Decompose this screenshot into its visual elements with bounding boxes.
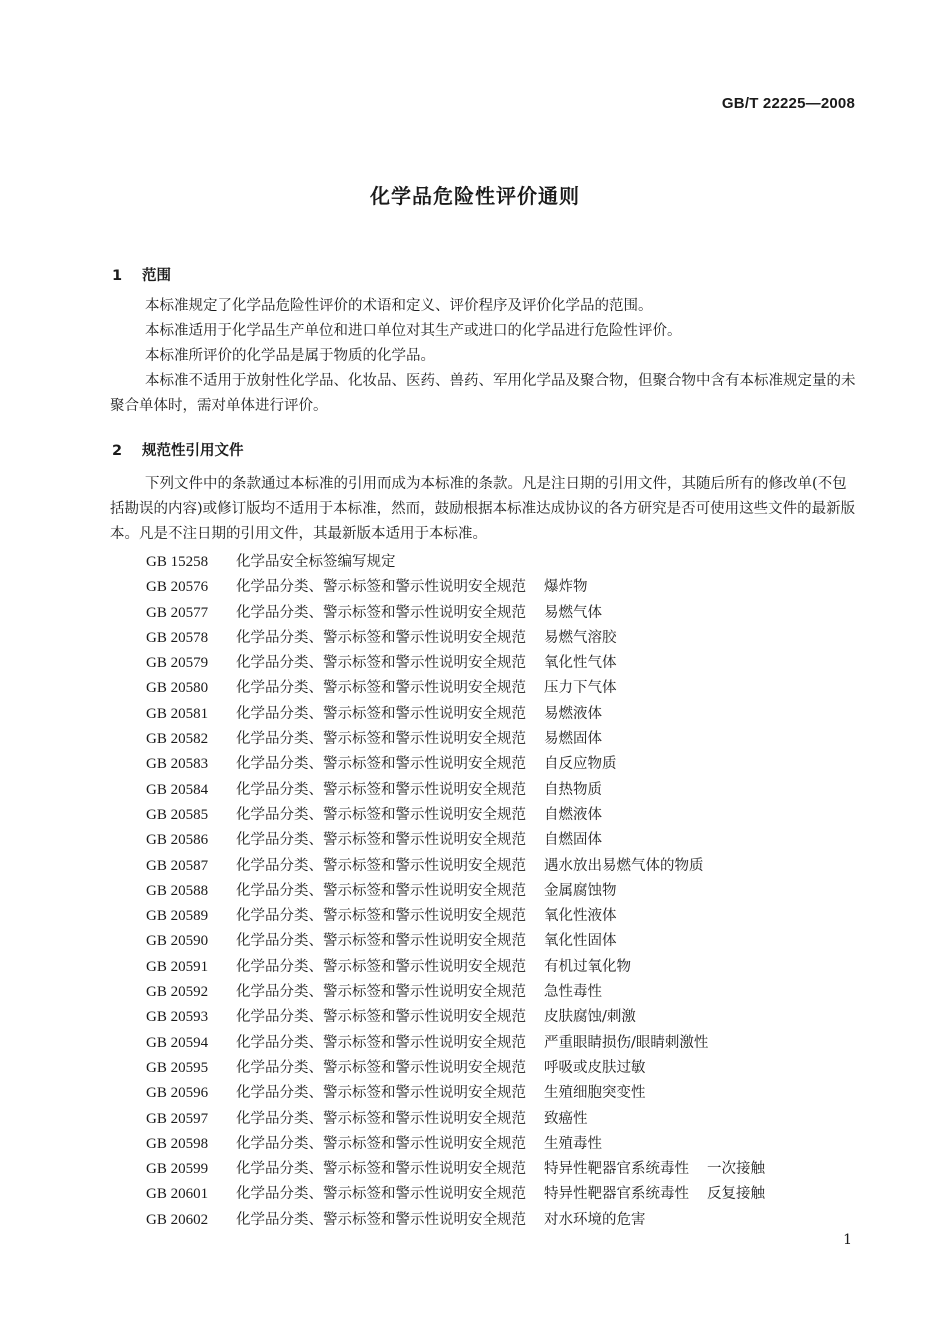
reference-part: 生殖毒性 [544, 1135, 602, 1152]
reference-title: 化学品分类、警示标签和警示性说明安全规范 [236, 806, 526, 823]
reference-item [146, 1132, 866, 1157]
reference-part: 特异性靶器官系统毒性 [544, 1161, 689, 1178]
reference-part: 皮肤腐蚀/刺激 [544, 1009, 636, 1026]
reference-title: 化学品分类、警示标签和警示性说明安全规范 [236, 705, 526, 722]
reference-title: 化学品分类、警示标签和警示性说明安全规范 [236, 984, 526, 1001]
reference-part: 自燃固体 [544, 832, 602, 849]
reference-item [146, 727, 866, 752]
reference-code: GB 20599 [146, 1161, 209, 1178]
reference-part: 致癌性 [544, 1110, 588, 1127]
reference-part: 呼吸或皮肤过敏 [544, 1059, 646, 1076]
reference-code: GB 20581 [146, 705, 209, 722]
reference-part: 氧化性液体 [544, 908, 617, 925]
reference-title: 化学品分类、警示标签和警示性说明安全规范 [236, 832, 526, 849]
normative-references-list [146, 550, 866, 1233]
reference-item [146, 803, 866, 828]
reference-code: GB 15258 [146, 554, 209, 570]
reference-code: GB 20593 [146, 1009, 209, 1026]
reference-title: 化学品分类、警示标签和警示性说明安全规范 [236, 1211, 526, 1228]
reference-item [146, 1056, 866, 1081]
reference-item [146, 1107, 866, 1132]
reference-title: 化学品分类、警示标签和警示性说明安全规范 [236, 655, 526, 672]
reference-title: 化学品分类、警示标签和警示性说明安全规范 [236, 857, 526, 874]
reference-title: 化学品分类、警示标签和警示性说明安全规范 [236, 731, 526, 748]
reference-part: 遇水放出易燃气体的物质 [544, 857, 704, 874]
reference-code: GB 20579 [146, 655, 209, 672]
reference-title: 化学品分类、警示标签和警示性说明安全规范 [236, 1135, 526, 1152]
reference-part: 易燃液体 [544, 705, 602, 722]
section-number: 2 [112, 443, 123, 459]
reference-item [146, 626, 866, 651]
reference-code: GB 20585 [146, 806, 209, 823]
reference-item [146, 1081, 866, 1106]
reference-item [146, 550, 866, 575]
reference-title: 化学品分类、警示标签和警示性说明安全规范 [236, 1161, 526, 1178]
reference-subpart: 反复接触 [707, 1186, 765, 1203]
page-number: 1 [843, 1232, 852, 1248]
reference-code: GB 20602 [146, 1211, 209, 1228]
reference-part: 氧化性固体 [544, 933, 617, 950]
reference-item [146, 1005, 866, 1030]
scope-paragraph: 本标准不适用于放射性化学品、化妆品、医药、兽药、军用化学品及聚合物，但聚合物中含有本标准规定量的未聚合单体时，需对单体进行评价。 [110, 373, 856, 414]
reference-title: 化学品分类、警示标签和警示性说明安全规范 [236, 781, 526, 798]
reference-part: 压力下气体 [544, 680, 617, 697]
reference-item [146, 904, 866, 929]
reference-code: GB 20580 [146, 680, 209, 697]
reference-part: 自反应物质 [544, 756, 617, 773]
scope-paragraph: 本标准适用于化学品生产单位和进口单位对其生产或进口的化学品进行危险性评价。 [145, 323, 682, 339]
reference-title: 化学品安全标签编写规定 [236, 554, 396, 570]
document-title: 化学品危险性评价通则 [370, 184, 580, 208]
reference-title: 化学品分类、警示标签和警示性说明安全规范 [236, 882, 526, 899]
reference-title: 化学品分类、警示标签和警示性说明安全规范 [236, 1186, 526, 1203]
reference-code: GB 20586 [146, 832, 209, 849]
reference-item [146, 1157, 866, 1182]
reference-item [146, 575, 866, 600]
reference-code: GB 20577 [146, 604, 209, 621]
reference-title: 化学品分类、警示标签和警示性说明安全规范 [236, 680, 526, 697]
reference-title: 化学品分类、警示标签和警示性说明安全规范 [236, 756, 526, 773]
reference-part: 有机过氧化物 [544, 958, 631, 975]
reference-item [146, 651, 866, 676]
reference-item [146, 1182, 866, 1207]
reference-code: GB 20592 [146, 984, 209, 1001]
reference-code: GB 20588 [146, 882, 209, 899]
reference-part: 易燃气体 [544, 604, 602, 621]
reference-part: 对水环境的危害 [544, 1211, 646, 1228]
references-intro-paragraph: 下列文件中的条款通过本标准的引用而成为本标准的条款。凡是注日期的引用文件，其随后所有的修改单(不包括勘误的内容)或修订版均不适用于本标准，然而，鼓励根据本标准达成协议的各方研究是否可使用这些文件的最新版本。凡是不注日期的引用文件，其最新版本适用于本标准。 [110, 476, 856, 542]
reference-code: GB 20594 [146, 1034, 209, 1051]
reference-item [146, 752, 866, 777]
reference-code: GB 20582 [146, 731, 209, 748]
reference-title: 化学品分类、警示标签和警示性说明安全规范 [236, 958, 526, 975]
reference-part: 易燃固体 [544, 731, 602, 748]
reference-item [146, 778, 866, 803]
reference-code: GB 20583 [146, 756, 209, 773]
reference-code: GB 20601 [146, 1186, 209, 1203]
reference-item [146, 601, 866, 626]
reference-title: 化学品分类、警示标签和警示性说明安全规范 [236, 604, 526, 621]
reference-code: GB 20584 [146, 781, 209, 798]
reference-item [146, 1208, 866, 1233]
section-heading-text: 规范性引用文件 [142, 443, 244, 459]
section-number: 1 [112, 268, 123, 284]
reference-code: GB 20598 [146, 1135, 209, 1152]
reference-title: 化学品分类、警示标签和警示性说明安全规范 [236, 1034, 526, 1051]
section-2-heading [112, 439, 244, 460]
reference-item [146, 854, 866, 879]
reference-item [146, 955, 866, 980]
reference-part: 特异性靶器官系统毒性 [544, 1186, 689, 1203]
reference-code: GB 20595 [146, 1059, 209, 1076]
reference-code: GB 20590 [146, 933, 209, 950]
reference-title: 化学品分类、警示标签和警示性说明安全规范 [236, 1059, 526, 1076]
section-heading-text: 范围 [142, 268, 171, 284]
reference-title: 化学品分类、警示标签和警示性说明安全规范 [236, 1009, 526, 1026]
reference-title: 化学品分类、警示标签和警示性说明安全规范 [236, 1110, 526, 1127]
reference-item [146, 1031, 866, 1056]
section-1-heading [112, 264, 171, 285]
reference-code: GB 20589 [146, 908, 209, 925]
reference-title: 化学品分类、警示标签和警示性说明安全规范 [236, 933, 526, 950]
reference-part: 易燃气溶胶 [544, 629, 617, 646]
reference-part: 自燃液体 [544, 806, 602, 823]
reference-title: 化学品分类、警示标签和警示性说明安全规范 [236, 629, 526, 646]
reference-item [146, 676, 866, 701]
reference-item [146, 879, 866, 904]
standard-code: GB/T 22225—2008 [721, 95, 855, 112]
reference-code: GB 20596 [146, 1085, 209, 1102]
reference-part: 氧化性气体 [544, 655, 617, 672]
reference-code: GB 20578 [146, 629, 209, 646]
reference-part: 严重眼睛损伤/眼睛刺激性 [544, 1034, 709, 1051]
reference-code: GB 20591 [146, 958, 209, 975]
reference-part: 自热物质 [544, 781, 602, 798]
reference-code: GB 20587 [146, 857, 209, 874]
reference-part: 爆炸物 [544, 579, 588, 596]
reference-item [146, 702, 866, 727]
reference-code: GB 20576 [146, 579, 209, 596]
reference-item [146, 828, 866, 853]
reference-item [146, 980, 866, 1005]
reference-item [146, 929, 866, 954]
scope-paragraph: 本标准规定了化学品危险性评价的术语和定义、评价程序及评价化学品的范围。 [145, 298, 653, 314]
scope-paragraph: 本标准所评价的化学品是属于物质的化学品。 [145, 348, 435, 364]
reference-part: 生殖细胞突变性 [544, 1085, 646, 1102]
reference-part: 金属腐蚀物 [544, 882, 617, 899]
reference-code: GB 20597 [146, 1110, 209, 1127]
reference-title: 化学品分类、警示标签和警示性说明安全规范 [236, 908, 526, 925]
reference-title: 化学品分类、警示标签和警示性说明安全规范 [236, 579, 526, 596]
reference-title: 化学品分类、警示标签和警示性说明安全规范 [236, 1085, 526, 1102]
reference-subpart: 一次接触 [707, 1161, 765, 1178]
reference-part: 急性毒性 [544, 984, 602, 1001]
